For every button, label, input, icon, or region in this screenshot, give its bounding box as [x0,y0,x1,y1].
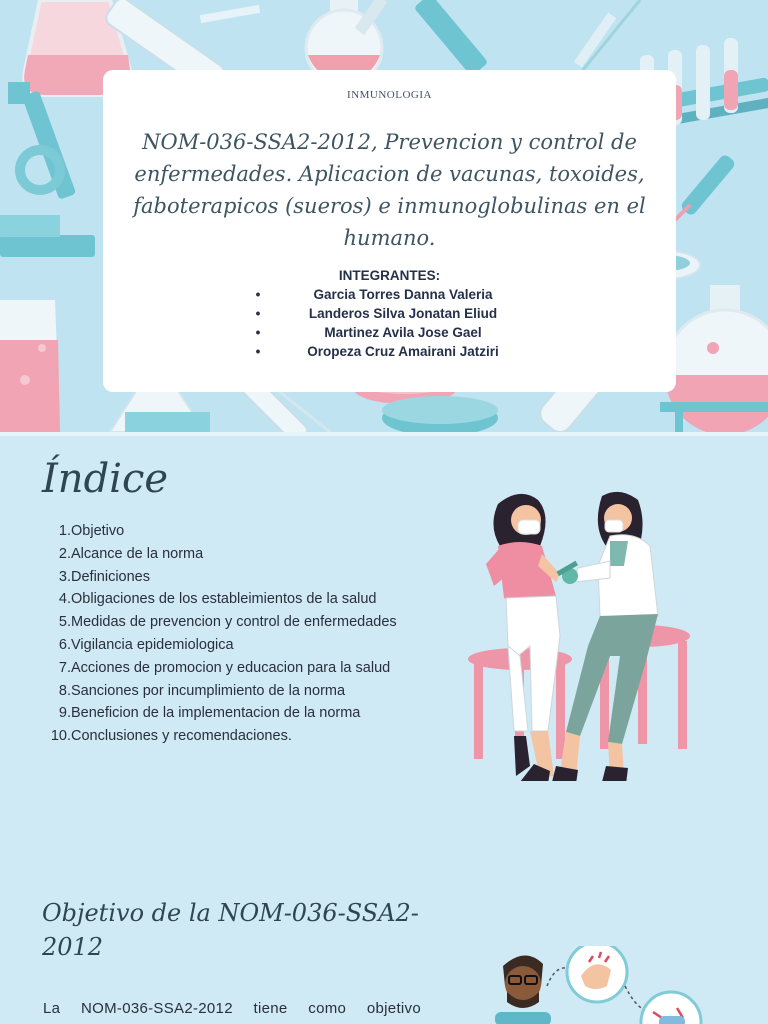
vaccination-illustration [460,486,700,781]
index-item: 8. Sanciones por incumplimiento de la norma [58,682,346,699]
injury-bubble-icon [567,946,627,1002]
index-item: 4. Obligaciones de los estableimientos de la salud [58,591,377,608]
index-item: 6. Vigilancia epidemiologica [58,636,234,653]
index-item: 9. Beneficion de la implementacion de la norma [58,705,361,722]
members-list [253,287,553,363]
beaker-icon [0,300,60,432]
objective-text: La NOM-036-SSA2-2012 tiene como objetivo [43,1000,421,1017]
index-slide [0,436,768,1024]
index-item: 5. Medidas de prevencion y control de enfermedades [58,614,397,631]
index-item: 3. Definiciones [58,568,150,585]
microscope-icon [0,82,95,257]
index-item: 10. Conclusiones y recomendaciones. [50,728,292,745]
index-item: 1. Objetivo [58,523,125,539]
index-title: Índice [42,456,169,502]
index-item: 2. Alcance de la norma [58,545,204,562]
subject-label: INMUNOLOGIA [347,89,432,101]
health-icons-illustration [495,946,705,1024]
index-item: 7. Acciones de promocion y educacion para la salud [58,659,391,676]
member-item: • Oropeza Cruz Amairani Jatziri [255,344,499,359]
man-avatar-icon [495,955,551,1024]
member-item: • Martinez Avila Jose Gael [255,325,482,340]
presentation-title: NOM-036-SSA2-2012, Prevencion y control de enfermedades. Aplicacion de vacunas, toxoides, faboterapicos (sueros) e inmunoglobulinas en el humano. [133,130,646,250]
members-heading: INTEGRANTES: [338,268,441,283]
round-flask-icon-2 [660,285,768,432]
injury-bubble-icon-2 [641,992,701,1024]
objective-title: Objetivo de la NOM-036-SSA2-2012 [42,899,419,961]
member-item: • Landeros Silva Jonatan Eliud [255,306,498,321]
title-card [103,70,676,392]
cover-slide [0,0,768,432]
member-item: • Garcia Torres Danna Valeria [255,287,493,302]
index-list [45,520,415,748]
